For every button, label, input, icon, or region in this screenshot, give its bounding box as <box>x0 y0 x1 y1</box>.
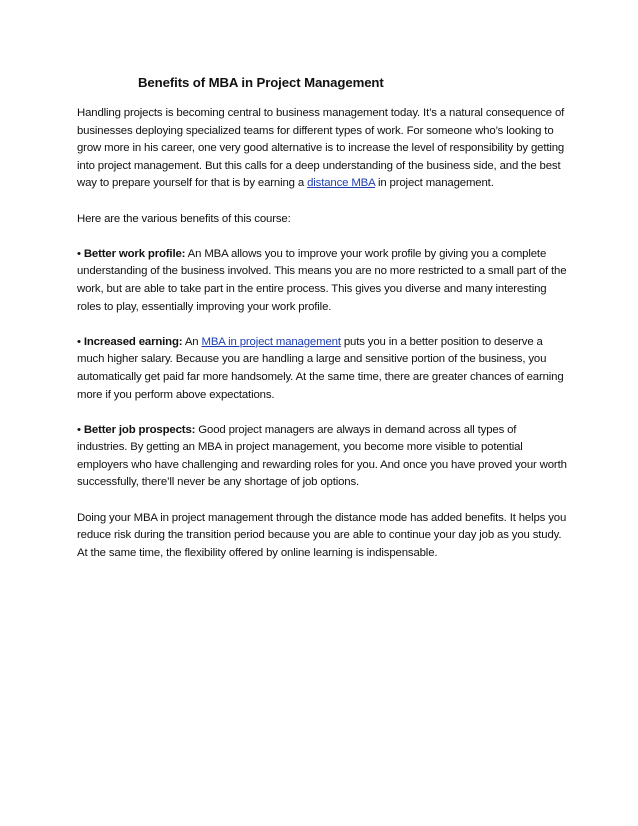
bullet-heading: Increased earning: <box>83 335 183 348</box>
bullet-marker: • <box>77 335 81 348</box>
intro-text: Handling projects is becoming central to business management today. It’s a natural consequence of businesses deploying specialized teams for different types of work. For someone who’s looking to grow more in his career, one very good alternative is to increase the level of responsibility by getting into project management. But this calls for a deep understanding of the business side, and the best way to prepare yourself for that is by earning a <box>77 107 565 190</box>
intro-paragraph <box>77 105 567 193</box>
distance-mba-link[interactable]: distance MBA <box>307 177 375 190</box>
bullet-marker: • <box>77 423 81 436</box>
bullet-heading: Better job prospects: <box>83 423 196 436</box>
mba-project-management-link[interactable]: MBA in project management <box>201 335 341 348</box>
bullet-job-prospects <box>77 422 567 492</box>
bullet-increased-earning <box>77 334 567 404</box>
bullet-work-profile <box>77 246 567 316</box>
closing-paragraph: Doing your MBA in project management through the distance mode has added benefits. It helps you reduce risk during the transition period because you are able to continue your day job as you study. At the same time, the flexibility offered by online learning is indispensable. <box>77 511 567 559</box>
bullet-text-end: puts you in a better position to deserve a much higher salary. Because you are handling a large and sensitive portion of the business, you automatically get paid far more handsomely. At the same time, there are greater chances of earning more if you perform above expectations. <box>77 335 564 401</box>
bullet-text: Good project managers are always in demand across all types of industries. By getting an MBA in project management, you become more visible to potential employers who have challenging and rewarding roles for you. And once you have proved your worth successfully, there’ll never be any shortage of job options. <box>77 423 567 489</box>
document-body <box>77 74 567 580</box>
bullet-heading: Better work profile: <box>83 247 186 260</box>
lead-in-paragraph: Here are the various benefits of this course: <box>77 212 291 225</box>
document-title: Benefits of MBA in Project Management <box>138 75 384 90</box>
bullet-text: An MBA allows you to improve your work profile by giving you a complete understanding of the business involved. This means you are no more restricted to a small part of the work, but are able to take part in the entire process. This gives you diverse and many interesting roles to play, essentially improving your work profile. <box>77 247 567 313</box>
bullet-text: An <box>182 335 202 348</box>
bullet-marker: • <box>77 247 81 260</box>
intro-text-end: in project management. <box>374 177 494 190</box>
